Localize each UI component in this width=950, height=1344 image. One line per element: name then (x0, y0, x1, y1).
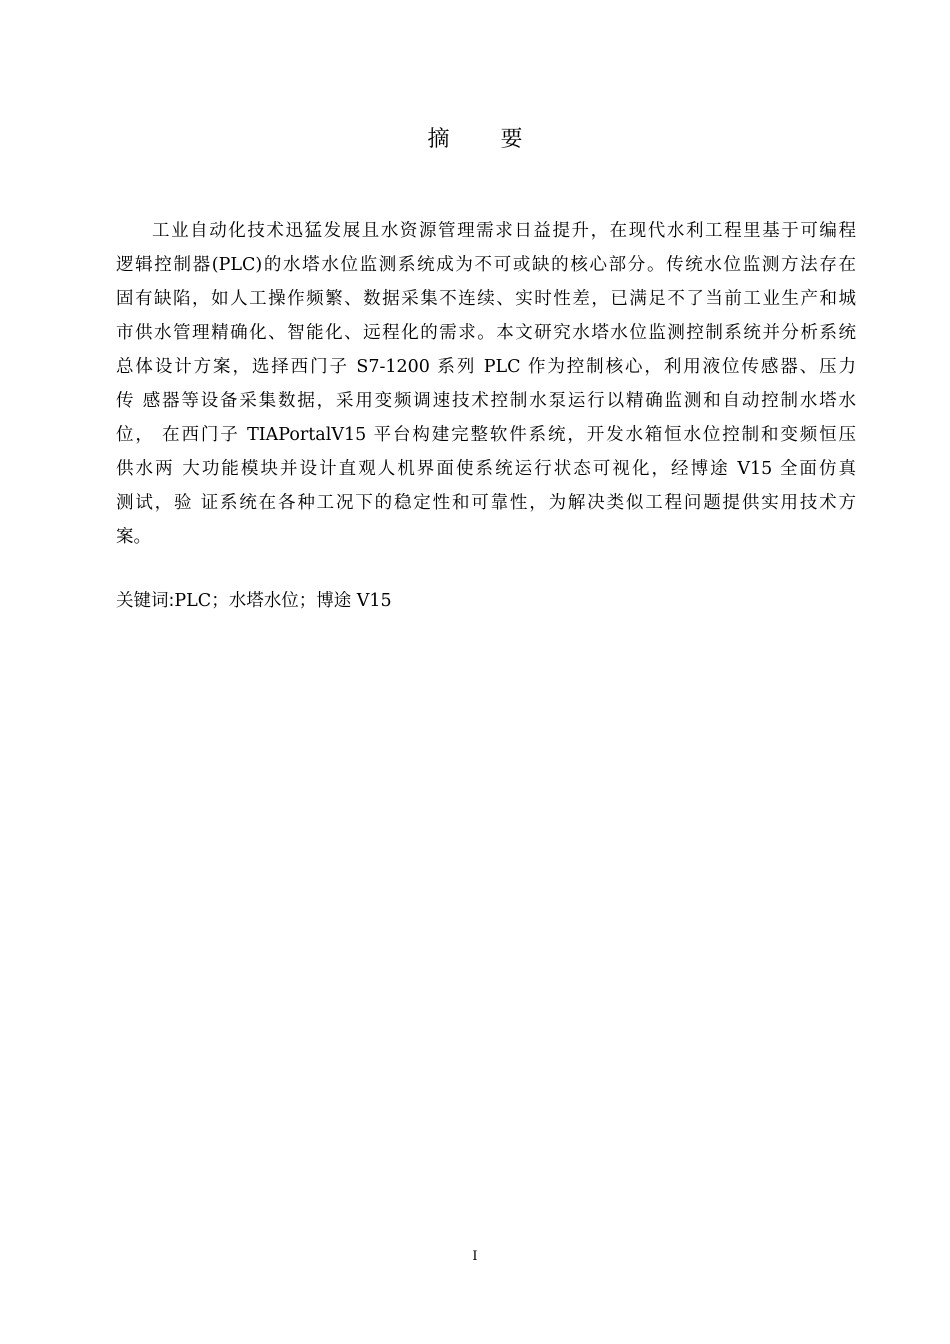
keywords-value: PLC；水塔水位；博途 V15 (174, 591, 392, 611)
page-title: 摘 要 (427, 127, 545, 152)
abstract-line: 供水两 大功能模块并设计直观人机界面使系统运行状态可视化，经博途 V15 全面仿真 (116, 459, 856, 479)
abstract-line: 测试，验 证系统在各种工况下的稳定性和可靠性，为解决类似工程问题提供实用技术方 (116, 493, 856, 513)
abstract-line: 总体设计方案，选择西门子 S7-1200 系列 PLC 作为控制核心，利用液位传感器、压力 (116, 357, 856, 377)
keywords (116, 588, 392, 614)
page-number: I (472, 1249, 478, 1264)
abstract-line: 传 感器等设备采集数据，采用变频调速技术控制水泵运行以精确监测和自动控制水塔水 (116, 391, 856, 411)
abstract-line: 工业自动化技术迅猛发展且水资源管理需求日益提升，在现代水利工程里基于可编程 (152, 221, 856, 241)
abstract-line: 案。 (116, 527, 151, 547)
abstract-line: 固有缺陷，如人工操作频繁、数据采集不连续、实时性差，已满足不了当前工业生产和城 (116, 289, 856, 309)
abstract-line: 位， 在西门子 TIAPortalV15 平台构建完整软件系统，开发水箱恒水位控制和变频恒压 (116, 425, 856, 445)
abstract-body (116, 214, 856, 554)
abstract-line: 逻辑控制器(PLC)的水塔水位监测系统成为不可或缺的核心部分。传统水位监测方法存在 (116, 255, 856, 275)
abstract-line: 市供水管理精确化、智能化、远程化的需求。本文研究水塔水位监测控制系统并分析系统 (116, 323, 856, 343)
keywords-label: 关键词: (116, 591, 175, 611)
